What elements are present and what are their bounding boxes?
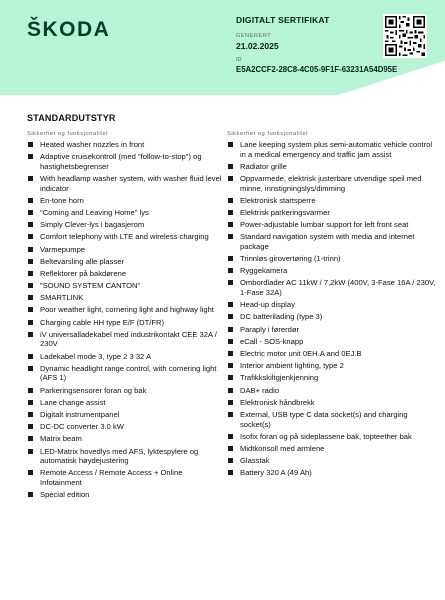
feature-text: DC-DC converter 3.0 kW [40, 422, 124, 432]
bullet-icon [28, 470, 33, 475]
bullet-icon [228, 256, 233, 261]
bullet-icon [228, 375, 233, 380]
feature-item [27, 152, 225, 171]
feature-text: "Coming and Leaving Home" lys [40, 207, 149, 217]
feature-item [227, 468, 439, 478]
feature-text: Comfort telephony with LTE and wireless charging [40, 232, 209, 242]
bullet-icon [228, 388, 233, 393]
feature-text: Elektronisk håndbrekk [240, 397, 315, 407]
bullet-icon [28, 142, 33, 147]
feature-item [227, 410, 439, 429]
bullet-icon [228, 222, 233, 227]
feature-text: Glasstak [240, 456, 270, 466]
bullet-icon [228, 446, 233, 451]
bullet-icon [228, 434, 233, 439]
qr-code-icon [383, 14, 427, 58]
feature-item [227, 220, 439, 230]
bullet-icon [28, 210, 33, 215]
feature-item [27, 318, 225, 328]
bullet-icon [228, 458, 233, 463]
feature-item [27, 386, 225, 396]
feature-item [27, 208, 225, 218]
bullet-icon [28, 412, 33, 417]
feature-item [227, 162, 439, 172]
feature-item [227, 300, 439, 310]
feature-text: Lane change assist [40, 397, 106, 407]
feature-text: Dynamic headlight range control, with cornering light (AFS 1) [40, 363, 217, 383]
feature-text: En-tone horn [40, 195, 84, 205]
bullet-icon [28, 492, 33, 497]
bullet-icon [28, 449, 33, 454]
feature-text: Paraply i førerdør [240, 324, 300, 334]
bullet-icon [28, 271, 33, 276]
certificate-title: DIGITALT SERTIFIKAT [236, 15, 330, 25]
feature-text: Standard navigation system with media and internet package [240, 232, 415, 251]
feature-item [27, 410, 225, 420]
certificate-id: E5A2CCF2-28C8-4C05-9F1F-63231A54D95E [236, 65, 398, 74]
bullet-icon [228, 314, 233, 319]
feature-item [227, 386, 439, 396]
bullet-icon [28, 424, 33, 429]
feature-item [227, 196, 439, 206]
feature-text: Charging cable HH type E/F (DT/FR) [40, 317, 165, 327]
feature-text: Matrix beam [40, 434, 82, 444]
feature-text: LED-Matrix hovedlys med AFS, lyktespylere og automatisk høydejustering [40, 446, 199, 466]
feature-text: Battery 320 A (49 Ah) [240, 468, 312, 478]
feature-text: Oppvarmede, elektrisk justerbare utvendige speil med minne, innstigningslys/dimming [240, 173, 422, 193]
feature-item [227, 140, 439, 159]
feature-text: eCall - SOS-knapp [240, 336, 304, 346]
feature-text: Parkeringsensorer foran og bak [40, 385, 147, 395]
bullet-icon [28, 436, 33, 441]
bullet-icon [28, 234, 33, 239]
bullet-icon [28, 198, 33, 203]
feature-item [27, 434, 225, 444]
feature-text: Heated washer nozzles in front [40, 140, 145, 149]
generated-date: 21.02.2025 [236, 41, 279, 51]
bullet-icon [28, 307, 33, 312]
feature-text: Trinnløs girovertøring (1-trinn) [240, 254, 341, 264]
feature-item [227, 361, 439, 371]
bullet-icon [228, 470, 233, 475]
feature-text: Poor weather light, cornering light and highway light [40, 305, 214, 315]
bullet-icon [28, 154, 33, 159]
feature-item [227, 254, 439, 264]
feature-text: With headlamp washer system, with washer fluid level indicator [40, 173, 222, 193]
bullet-icon [228, 327, 233, 332]
feature-item [27, 422, 225, 432]
feature-text: Power-adjustable lumbar support for left front seat [240, 220, 409, 230]
feature-item [227, 456, 439, 466]
feature-text: Adaptive cruisekontroll (med "follow-to-stop") og hastighetsbegrenser [40, 152, 202, 171]
skoda-logo: ŠKODA [27, 18, 111, 41]
bullet-icon [228, 302, 233, 307]
feature-item [27, 196, 225, 206]
feature-text: Simply Clever-lys i bagasjerom [40, 220, 145, 230]
id-label: ID [236, 57, 242, 63]
section-title: STANDARDUTSTYR [27, 113, 116, 123]
feature-text: Elektronisk startsperre [240, 195, 316, 205]
bullet-icon [28, 247, 33, 252]
feature-text: Ombordlader AC 11kW / 7,2kW (400V, 3-Fase 16A / 230V, 1-Fase 32A) [240, 278, 436, 298]
feature-item [27, 447, 225, 466]
feature-text: Interior ambient lighting, type 2 [240, 361, 344, 371]
feature-item [27, 269, 225, 279]
feature-text: DAB+ radio [240, 385, 280, 395]
bullet-icon [228, 142, 233, 147]
category-label: Sikkerhet og funksjonalitet [27, 131, 109, 137]
bullet-icon [28, 400, 33, 405]
category-label: Sikkerhet og funksjonalitet [227, 131, 309, 137]
bullet-icon [228, 198, 233, 203]
bullet-icon [28, 320, 33, 325]
bullet-icon [228, 234, 233, 239]
bullet-icon [28, 388, 33, 393]
feature-text: Digitalt instrumentpanel [40, 409, 120, 419]
feature-item [227, 349, 439, 359]
feature-item [227, 266, 439, 276]
bullet-icon [28, 176, 33, 181]
bullet-icon [28, 354, 33, 359]
feature-item [227, 337, 439, 347]
feature-item [227, 398, 439, 408]
bullet-icon [228, 351, 233, 356]
bullet-icon [228, 280, 233, 285]
bullet-icon [228, 400, 233, 405]
feature-item [27, 232, 225, 242]
feature-item [27, 352, 225, 362]
bullet-icon [28, 332, 33, 337]
feature-item [227, 373, 439, 383]
bullet-icon [28, 259, 33, 264]
feature-text: Head-up display [240, 300, 295, 310]
bullet-icon [28, 283, 33, 288]
feature-item [227, 174, 439, 193]
feature-item [227, 325, 439, 335]
feature-item [27, 305, 225, 315]
bullet-icon [228, 176, 233, 181]
feature-item [227, 444, 439, 454]
bullet-icon [228, 210, 233, 215]
feature-text: SMARTLINK [40, 293, 84, 303]
bullet-icon [228, 268, 233, 273]
feature-item [27, 257, 225, 267]
feature-item [227, 232, 439, 251]
feature-item [27, 398, 225, 408]
feature-text: Reflektorer på bakdørene [40, 268, 127, 278]
bullet-icon [28, 295, 33, 300]
feature-item [227, 208, 439, 218]
feature-item [227, 312, 439, 322]
feature-text: Midtkonsoll med armlene [240, 443, 325, 453]
feature-item [27, 468, 225, 487]
left-feature-list [27, 140, 225, 500]
bullet-icon [28, 222, 33, 227]
feature-text: Electric motor unit 0EH.A and 0EJ.B [240, 349, 362, 358]
feature-item [27, 293, 225, 303]
generated-label: GENERERT [236, 33, 272, 39]
feature-item [227, 278, 439, 297]
feature-text: "SOUND SYSTEM CANTON" [40, 281, 141, 291]
feature-item [27, 330, 225, 349]
feature-text: Isofix foran og på sideplassene bak, topteether bak [240, 431, 412, 441]
right-feature-column [227, 131, 439, 480]
feature-item [27, 140, 225, 150]
feature-text: Remote Access / Remote Access + Online Infotainment [40, 468, 183, 487]
feature-item [27, 364, 225, 383]
feature-item [27, 220, 225, 230]
feature-item [27, 245, 225, 255]
feature-item [27, 490, 225, 500]
bullet-icon [228, 164, 233, 169]
feature-text: Elektrisk parkeringsvarmer [240, 207, 330, 217]
bullet-icon [228, 339, 233, 344]
bullet-icon [228, 412, 233, 417]
feature-text: Ryggekamera [240, 266, 288, 276]
bullet-icon [228, 363, 233, 368]
feature-text: Radiator grille [240, 161, 287, 171]
bullet-icon [28, 366, 33, 371]
feature-text: Beltevarsling alle plasser [40, 256, 124, 266]
feature-text: Trafikkskiltgjenkjenning [240, 373, 319, 383]
feature-text: DC batterilading (type 3) [240, 312, 323, 322]
right-feature-list [227, 140, 439, 478]
feature-text: iV universalladekabel med industrikontakt CEE 32A / 230V [40, 329, 217, 349]
feature-text: Varmepumpe [40, 244, 86, 254]
feature-text: Lane keeping system plus semi-automatic vehicle control in a medical emergency and traffic jam assist [240, 140, 433, 159]
feature-text: Special edition [40, 490, 90, 500]
feature-text: Ladekabel mode 3, type 2 3 32 A [40, 351, 152, 361]
feature-item [227, 432, 439, 442]
feature-item [27, 174, 225, 193]
left-feature-column [27, 131, 225, 502]
feature-text: External, USB type C data socket(s) and charging socket(s) [240, 409, 408, 429]
feature-item [27, 281, 225, 291]
